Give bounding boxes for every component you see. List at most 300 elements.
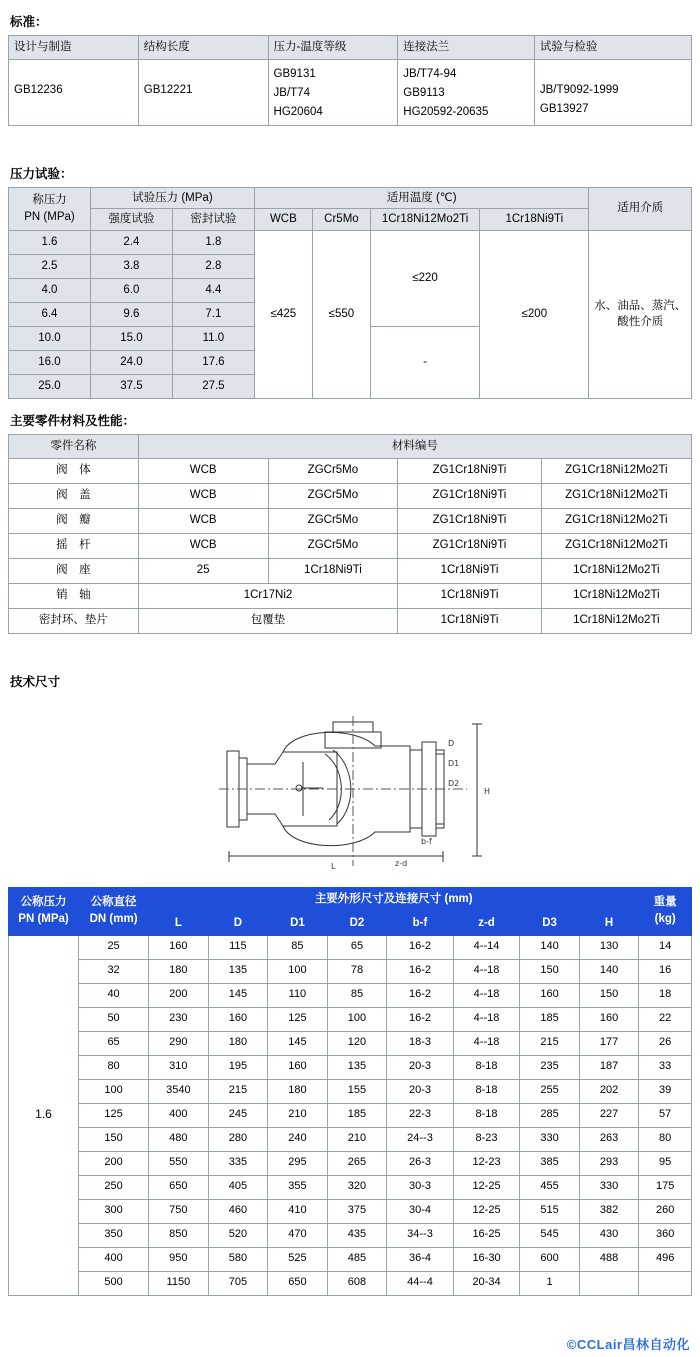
value-pt-3: HG20604 — [273, 105, 323, 118]
cell-dn: 125 — [79, 1103, 149, 1127]
cell-D3: 215 — [520, 1031, 580, 1055]
cell-D1: 210 — [268, 1103, 328, 1127]
table-header-row — [9, 36, 692, 60]
cell-H: 382 — [579, 1199, 639, 1223]
table-row — [9, 558, 692, 583]
cell-test — [534, 59, 691, 125]
cell-weight: 175 — [639, 1175, 692, 1199]
cell-D1: 295 — [268, 1151, 328, 1175]
cell-L: 200 — [149, 983, 209, 1007]
cell-D1: 650 — [268, 1271, 328, 1295]
cell-medium: 水、油品、蒸汽、酸性介质 — [589, 230, 692, 398]
cell-D: 245 — [208, 1103, 268, 1127]
dim-label-D1: D1 — [448, 758, 460, 768]
col-design: 设计与制造 — [9, 36, 139, 60]
col-length: 结构长度 — [138, 36, 268, 60]
col-pn-line1: 公称压力 — [20, 896, 67, 909]
table-row — [9, 583, 692, 608]
cell-dn: 25 — [79, 935, 149, 959]
watermark: ©CCLair昌林自动化 — [566, 1337, 690, 1352]
cell-bf: 22-3 — [387, 1103, 454, 1127]
cell-mat-4: ZG1Cr18Ni12Mo2Ti — [541, 533, 691, 558]
cell-strength: 2.4 — [90, 230, 172, 254]
valve-drawing-svg — [205, 706, 495, 876]
col-flange: 连接法兰 — [398, 36, 535, 60]
cell-dn: 80 — [79, 1055, 149, 1079]
cell-dn: 200 — [79, 1151, 149, 1175]
cell-D: 580 — [208, 1247, 268, 1271]
cell-D: 215 — [208, 1079, 268, 1103]
col-nominal-pressure — [9, 887, 79, 935]
cell-design — [9, 59, 139, 125]
table-header-row — [9, 434, 692, 458]
cell-dn: 150 — [79, 1127, 149, 1151]
cell-D1: 110 — [268, 983, 328, 1007]
cell-part: 阀 瓣 — [9, 508, 139, 533]
cell-weight: 95 — [639, 1151, 692, 1175]
table-row — [9, 1055, 692, 1079]
value-fl-3: HG20592-20635 — [403, 105, 489, 118]
cell-D: 705 — [208, 1271, 268, 1295]
cell-mat-1: WCB — [138, 458, 268, 483]
cell-zd: 8-18 — [453, 1055, 520, 1079]
col-pn-line2: PN (MPa) — [24, 210, 75, 223]
table-row — [9, 458, 692, 483]
cell-D: 145 — [208, 983, 268, 1007]
dimensions-title: 技术尺寸 — [10, 674, 61, 689]
cell-bf: 44--4 — [387, 1271, 454, 1295]
cell-seal: 17.6 — [172, 350, 254, 374]
dim-label-D2: D2 — [448, 778, 460, 788]
table-row — [9, 1127, 692, 1151]
cell-L: 750 — [149, 1199, 209, 1223]
cell-mat-3: ZG1Cr18Ni9Ti — [398, 458, 541, 483]
cell-pressure-temp — [268, 59, 398, 125]
table-row — [9, 230, 692, 254]
cell-H: 187 — [579, 1055, 639, 1079]
dim-label-zd: z-d — [395, 858, 408, 868]
cell-weight: 26 — [639, 1031, 692, 1055]
cell-mat-4: 1Cr18Ni12Mo2Ti — [541, 608, 691, 633]
standards-table — [8, 35, 692, 126]
cell-L: 290 — [149, 1031, 209, 1055]
cell-mat-1: WCB — [138, 533, 268, 558]
cell-L: 400 — [149, 1103, 209, 1127]
col-material-wcb: WCB — [254, 209, 312, 231]
cell-mat-1: 1Cr17Ni2 — [138, 583, 398, 608]
table-row — [9, 1223, 692, 1247]
col-weight — [639, 887, 692, 935]
cell-seal: 7.1 — [172, 302, 254, 326]
cell-D: 115 — [208, 935, 268, 959]
cell-L: 160 — [149, 935, 209, 959]
col-pressure-temp: 压力-温度等级 — [268, 36, 398, 60]
cell-D: 280 — [208, 1127, 268, 1151]
col-L: L — [149, 911, 209, 935]
cell-D1: 125 — [268, 1007, 328, 1031]
col-pn — [9, 187, 91, 230]
col-weight-line1: 重量 — [653, 896, 677, 909]
value-test-1: JB/T9092-1999 — [539, 83, 619, 96]
table-row — [9, 983, 692, 1007]
table-row — [9, 1199, 692, 1223]
cell-D: 335 — [208, 1151, 268, 1175]
cell-temp-wcb: ≤425 — [254, 230, 312, 398]
cell-mat-3: ZG1Cr18Ni9Ti — [398, 483, 541, 508]
cell-mat-1: 包覆垫 — [138, 608, 398, 633]
col-dn-line2: DN (mm) — [89, 913, 138, 926]
col-H: H — [579, 911, 639, 935]
cell-strength: 6.0 — [90, 278, 172, 302]
cell-zd: 4--14 — [453, 935, 520, 959]
cell-part: 销 轴 — [9, 583, 139, 608]
cell-weight: 80 — [639, 1127, 692, 1151]
cell-D2: 320 — [327, 1175, 387, 1199]
cell-L: 1150 — [149, 1271, 209, 1295]
cell-part: 密封环、垫片 — [9, 608, 139, 633]
cell-length — [138, 59, 268, 125]
cell-mat-3: ZG1Cr18Ni9Ti — [398, 508, 541, 533]
cell-H: 263 — [579, 1127, 639, 1151]
cell-mat-4: ZG1Cr18Ni12Mo2Ti — [541, 483, 691, 508]
cell-strength: 3.8 — [90, 254, 172, 278]
cell-zd: 4--18 — [453, 1007, 520, 1031]
col-material-cr5mo: Cr5Mo — [312, 209, 370, 231]
table-row — [9, 483, 692, 508]
cell-D1: 410 — [268, 1199, 328, 1223]
value-fl-2: GB9113 — [403, 86, 445, 99]
cell-L: 310 — [149, 1055, 209, 1079]
table-row — [9, 1247, 692, 1271]
cell-D3: 600 — [520, 1247, 580, 1271]
cell-weight: 39 — [639, 1079, 692, 1103]
cell-seal: 27.5 — [172, 374, 254, 398]
cell-bf: 18-3 — [387, 1031, 454, 1055]
col-nominal-diameter — [79, 887, 149, 935]
value-test-2: GB13927 — [539, 102, 589, 115]
table-row — [9, 1103, 692, 1127]
cell-dn: 250 — [79, 1175, 149, 1199]
cell-D1: 85 — [268, 935, 328, 959]
cell-pn: 10.0 — [9, 326, 91, 350]
cell-dn: 65 — [79, 1031, 149, 1055]
cell-weight: 33 — [639, 1055, 692, 1079]
col-material-1cr18ni12mo2ti: 1Cr18Ni12Mo2Ti — [370, 209, 479, 231]
cell-weight: 18 — [639, 983, 692, 1007]
col-applicable-temperature: 适用温度 (℃) — [254, 187, 589, 209]
cell-bf: 30-4 — [387, 1199, 454, 1223]
cell-D3: 330 — [520, 1127, 580, 1151]
cell-pn: 25.0 — [9, 374, 91, 398]
cell-D: 180 — [208, 1031, 268, 1055]
cell-bf: 26-3 — [387, 1151, 454, 1175]
cell-zd: 20-34 — [453, 1271, 520, 1295]
col-part-name: 零件名称 — [9, 434, 139, 458]
cell-pn: 4.0 — [9, 278, 91, 302]
cell-part: 阀 座 — [9, 558, 139, 583]
cell-bf: 36-4 — [387, 1247, 454, 1271]
cell-weight: 22 — [639, 1007, 692, 1031]
value-pt-2: JB/T74 — [273, 86, 310, 99]
cell-mat-1: 25 — [138, 558, 268, 583]
cell-bf: 24--3 — [387, 1127, 454, 1151]
cell-D1: 355 — [268, 1175, 328, 1199]
cell-temp-mo2ti-top: ≤220 — [370, 230, 479, 326]
cell-D2: 100 — [327, 1007, 387, 1031]
value-design: GB12236 — [14, 83, 63, 96]
cell-seal: 4.4 — [172, 278, 254, 302]
cell-D2: 120 — [327, 1031, 387, 1055]
pressure-test-title: 压力试验： — [10, 166, 73, 181]
cell-zd: 8-18 — [453, 1079, 520, 1103]
col-dn-line1: 公称直径 — [90, 896, 137, 909]
cell-D2: 85 — [327, 983, 387, 1007]
col-D2: D2 — [327, 911, 387, 935]
value-length: GB12221 — [143, 83, 193, 96]
table-row — [9, 59, 692, 125]
cell-D2: 608 — [327, 1271, 387, 1295]
cell-L: 650 — [149, 1175, 209, 1199]
table-row — [9, 533, 692, 558]
cell-weight — [639, 1271, 692, 1295]
cell-D2: 185 — [327, 1103, 387, 1127]
cell-D2: 78 — [327, 959, 387, 983]
cell-D1: 240 — [268, 1127, 328, 1151]
cell-bf: 16-2 — [387, 983, 454, 1007]
cell-mat-4: ZG1Cr18Ni12Mo2Ti — [541, 508, 691, 533]
cell-strength: 37.5 — [90, 374, 172, 398]
cell-D3: 455 — [520, 1175, 580, 1199]
cell-H — [579, 1271, 639, 1295]
cell-D: 520 — [208, 1223, 268, 1247]
table-row — [9, 1151, 692, 1175]
cell-pn: 16.0 — [9, 350, 91, 374]
cell-D1: 100 — [268, 959, 328, 983]
valve-drawing — [8, 706, 692, 879]
table-row — [9, 935, 692, 959]
cell-D3: 185 — [520, 1007, 580, 1031]
cell-mat-3: ZG1Cr18Ni9Ti — [398, 533, 541, 558]
cell-dn: 500 — [79, 1271, 149, 1295]
table-row — [9, 959, 692, 983]
cell-dn: 300 — [79, 1199, 149, 1223]
cell-temp-cr5mo: ≤550 — [312, 230, 370, 398]
cell-zd: 4--18 — [453, 1031, 520, 1055]
col-D1: D1 — [268, 911, 328, 935]
col-weight-line2: (kg) — [654, 913, 676, 926]
cell-D3: 1 — [520, 1271, 580, 1295]
cell-D1: 180 — [268, 1079, 328, 1103]
cell-bf: 30-3 — [387, 1175, 454, 1199]
cell-weight: 57 — [639, 1103, 692, 1127]
table-row — [9, 608, 692, 633]
cell-mat-4: ZG1Cr18Ni12Mo2Ti — [541, 458, 691, 483]
cell-H: 160 — [579, 1007, 639, 1031]
cell-mat-2: ZGCr5Mo — [268, 508, 398, 533]
cell-part: 阀 盖 — [9, 483, 139, 508]
cell-D1: 525 — [268, 1247, 328, 1271]
cell-D3: 255 — [520, 1079, 580, 1103]
cell-mat-3: 1Cr18Ni9Ti — [398, 583, 541, 608]
cell-D2: 375 — [327, 1199, 387, 1223]
cell-bf: 20-3 — [387, 1079, 454, 1103]
col-bf: b-f — [387, 911, 454, 935]
cell-D3: 160 — [520, 983, 580, 1007]
cell-flange — [398, 59, 535, 125]
cell-H: 293 — [579, 1151, 639, 1175]
cell-D2: 210 — [327, 1127, 387, 1151]
cell-D3: 235 — [520, 1055, 580, 1079]
cell-weight: 16 — [639, 959, 692, 983]
table-row — [9, 1271, 692, 1295]
cell-dn: 400 — [79, 1247, 149, 1271]
cell-bf: 16-2 — [387, 935, 454, 959]
cell-D2: 485 — [327, 1247, 387, 1271]
cell-zd: 16-30 — [453, 1247, 520, 1271]
cell-seal: 11.0 — [172, 326, 254, 350]
cell-D1: 160 — [268, 1055, 328, 1079]
col-test: 试验与检验 — [534, 36, 691, 60]
cell-pn-value: 1.6 — [9, 935, 79, 1295]
cell-dn: 100 — [79, 1079, 149, 1103]
col-main-dimensions: 主要外形尺寸及连接尺寸 (mm) — [149, 887, 639, 911]
cell-D: 195 — [208, 1055, 268, 1079]
dim-label-bf: b-f — [421, 836, 432, 846]
cell-mat-2: 1Cr18Ni9Ti — [268, 558, 398, 583]
cell-mat-2: ZGCr5Mo — [268, 533, 398, 558]
cell-L: 550 — [149, 1151, 209, 1175]
cell-part: 摇 杆 — [9, 533, 139, 558]
table-header-row-1 — [9, 887, 692, 911]
cell-zd: 8-23 — [453, 1127, 520, 1151]
cell-D: 460 — [208, 1199, 268, 1223]
cell-L: 950 — [149, 1247, 209, 1271]
cell-D3: 150 — [520, 959, 580, 983]
col-material-1cr18ni9ti: 1Cr18Ni9Ti — [480, 209, 589, 231]
cell-seal: 2.8 — [172, 254, 254, 278]
cell-D1: 145 — [268, 1031, 328, 1055]
col-D3: D3 — [520, 911, 580, 935]
dim-label-H: H — [484, 786, 491, 796]
cell-weight: 360 — [639, 1223, 692, 1247]
cell-L: 850 — [149, 1223, 209, 1247]
col-pn-line2: PN (MPa) — [18, 913, 69, 926]
cell-D2: 65 — [327, 935, 387, 959]
materials-table — [8, 434, 692, 634]
value-fl-1: JB/T74-94 — [403, 67, 457, 80]
dim-label-D: D — [448, 738, 455, 748]
cell-bf: 20-3 — [387, 1055, 454, 1079]
cell-H: 227 — [579, 1103, 639, 1127]
col-pn-line1: 称压力 — [32, 194, 67, 207]
cell-mat-1: WCB — [138, 508, 268, 533]
cell-mat-2: ZGCr5Mo — [268, 458, 398, 483]
value-pt-1: GB9131 — [273, 67, 316, 80]
pressure-test-table — [8, 187, 692, 399]
cell-zd: 12-23 — [453, 1151, 520, 1175]
cell-part: 阀 体 — [9, 458, 139, 483]
cell-D3: 140 — [520, 935, 580, 959]
cell-mat-4: 1Cr18Ni12Mo2Ti — [541, 583, 691, 608]
table-row — [9, 1031, 692, 1055]
cell-H: 140 — [579, 959, 639, 983]
cell-H: 130 — [579, 935, 639, 959]
col-test-pressure: 试验压力 (MPa) — [90, 187, 254, 209]
cell-mat-2: ZGCr5Mo — [268, 483, 398, 508]
standards-title: 标准： — [10, 15, 48, 29]
cell-strength: 24.0 — [90, 350, 172, 374]
cell-mat-4: 1Cr18Ni12Mo2Ti — [541, 558, 691, 583]
col-zd: z-d — [453, 911, 520, 935]
table-row — [9, 1175, 692, 1199]
cell-L: 480 — [149, 1127, 209, 1151]
col-material-number: 材料编号 — [138, 434, 691, 458]
cell-mat-1: WCB — [138, 483, 268, 508]
materials-title: 主要零件材料及性能： — [10, 413, 136, 428]
cell-strength: 15.0 — [90, 326, 172, 350]
cell-zd: 12-25 — [453, 1175, 520, 1199]
cell-pn: 1.6 — [9, 230, 91, 254]
cell-D3: 515 — [520, 1199, 580, 1223]
cell-dn: 32 — [79, 959, 149, 983]
cell-pn: 2.5 — [9, 254, 91, 278]
dim-label-L: L — [331, 861, 336, 871]
table-row — [9, 508, 692, 533]
cell-D3: 385 — [520, 1151, 580, 1175]
cell-zd: 16-25 — [453, 1223, 520, 1247]
cell-strength: 9.6 — [90, 302, 172, 326]
cell-dn: 50 — [79, 1007, 149, 1031]
cell-zd: 8-18 — [453, 1103, 520, 1127]
dimensions-table — [8, 887, 692, 1296]
col-D: D — [208, 911, 268, 935]
cell-D: 405 — [208, 1175, 268, 1199]
cell-D2: 265 — [327, 1151, 387, 1175]
col-applicable-medium: 适用介质 — [589, 187, 692, 230]
col-strength-test: 强度试验 — [90, 209, 172, 231]
document-page — [0, 12, 700, 1357]
cell-H: 177 — [579, 1031, 639, 1055]
cell-mat-3: 1Cr18Ni9Ti — [398, 558, 541, 583]
cell-weight: 14 — [639, 935, 692, 959]
cell-bf: 16-2 — [387, 959, 454, 983]
cell-D3: 285 — [520, 1103, 580, 1127]
table-row — [9, 1007, 692, 1031]
cell-zd: 4--18 — [453, 959, 520, 983]
cell-D2: 135 — [327, 1055, 387, 1079]
cell-weight: 260 — [639, 1199, 692, 1223]
cell-seal: 1.8 — [172, 230, 254, 254]
cell-bf: 16-2 — [387, 1007, 454, 1031]
cell-L: 3540 — [149, 1079, 209, 1103]
cell-H: 150 — [579, 983, 639, 1007]
cell-weight: 496 — [639, 1247, 692, 1271]
cell-D3: 545 — [520, 1223, 580, 1247]
cell-D2: 435 — [327, 1223, 387, 1247]
cell-mat-3: 1Cr18Ni9Ti — [398, 608, 541, 633]
cell-D2: 155 — [327, 1079, 387, 1103]
cell-H: 430 — [579, 1223, 639, 1247]
cell-D1: 470 — [268, 1223, 328, 1247]
cell-L: 230 — [149, 1007, 209, 1031]
cell-L: 180 — [149, 959, 209, 983]
cell-temp-ni9ti: ≤200 — [480, 230, 589, 398]
cell-dn: 350 — [79, 1223, 149, 1247]
cell-H: 330 — [579, 1175, 639, 1199]
cell-zd: 12-25 — [453, 1199, 520, 1223]
cell-pn: 6.4 — [9, 302, 91, 326]
cell-dn: 40 — [79, 983, 149, 1007]
